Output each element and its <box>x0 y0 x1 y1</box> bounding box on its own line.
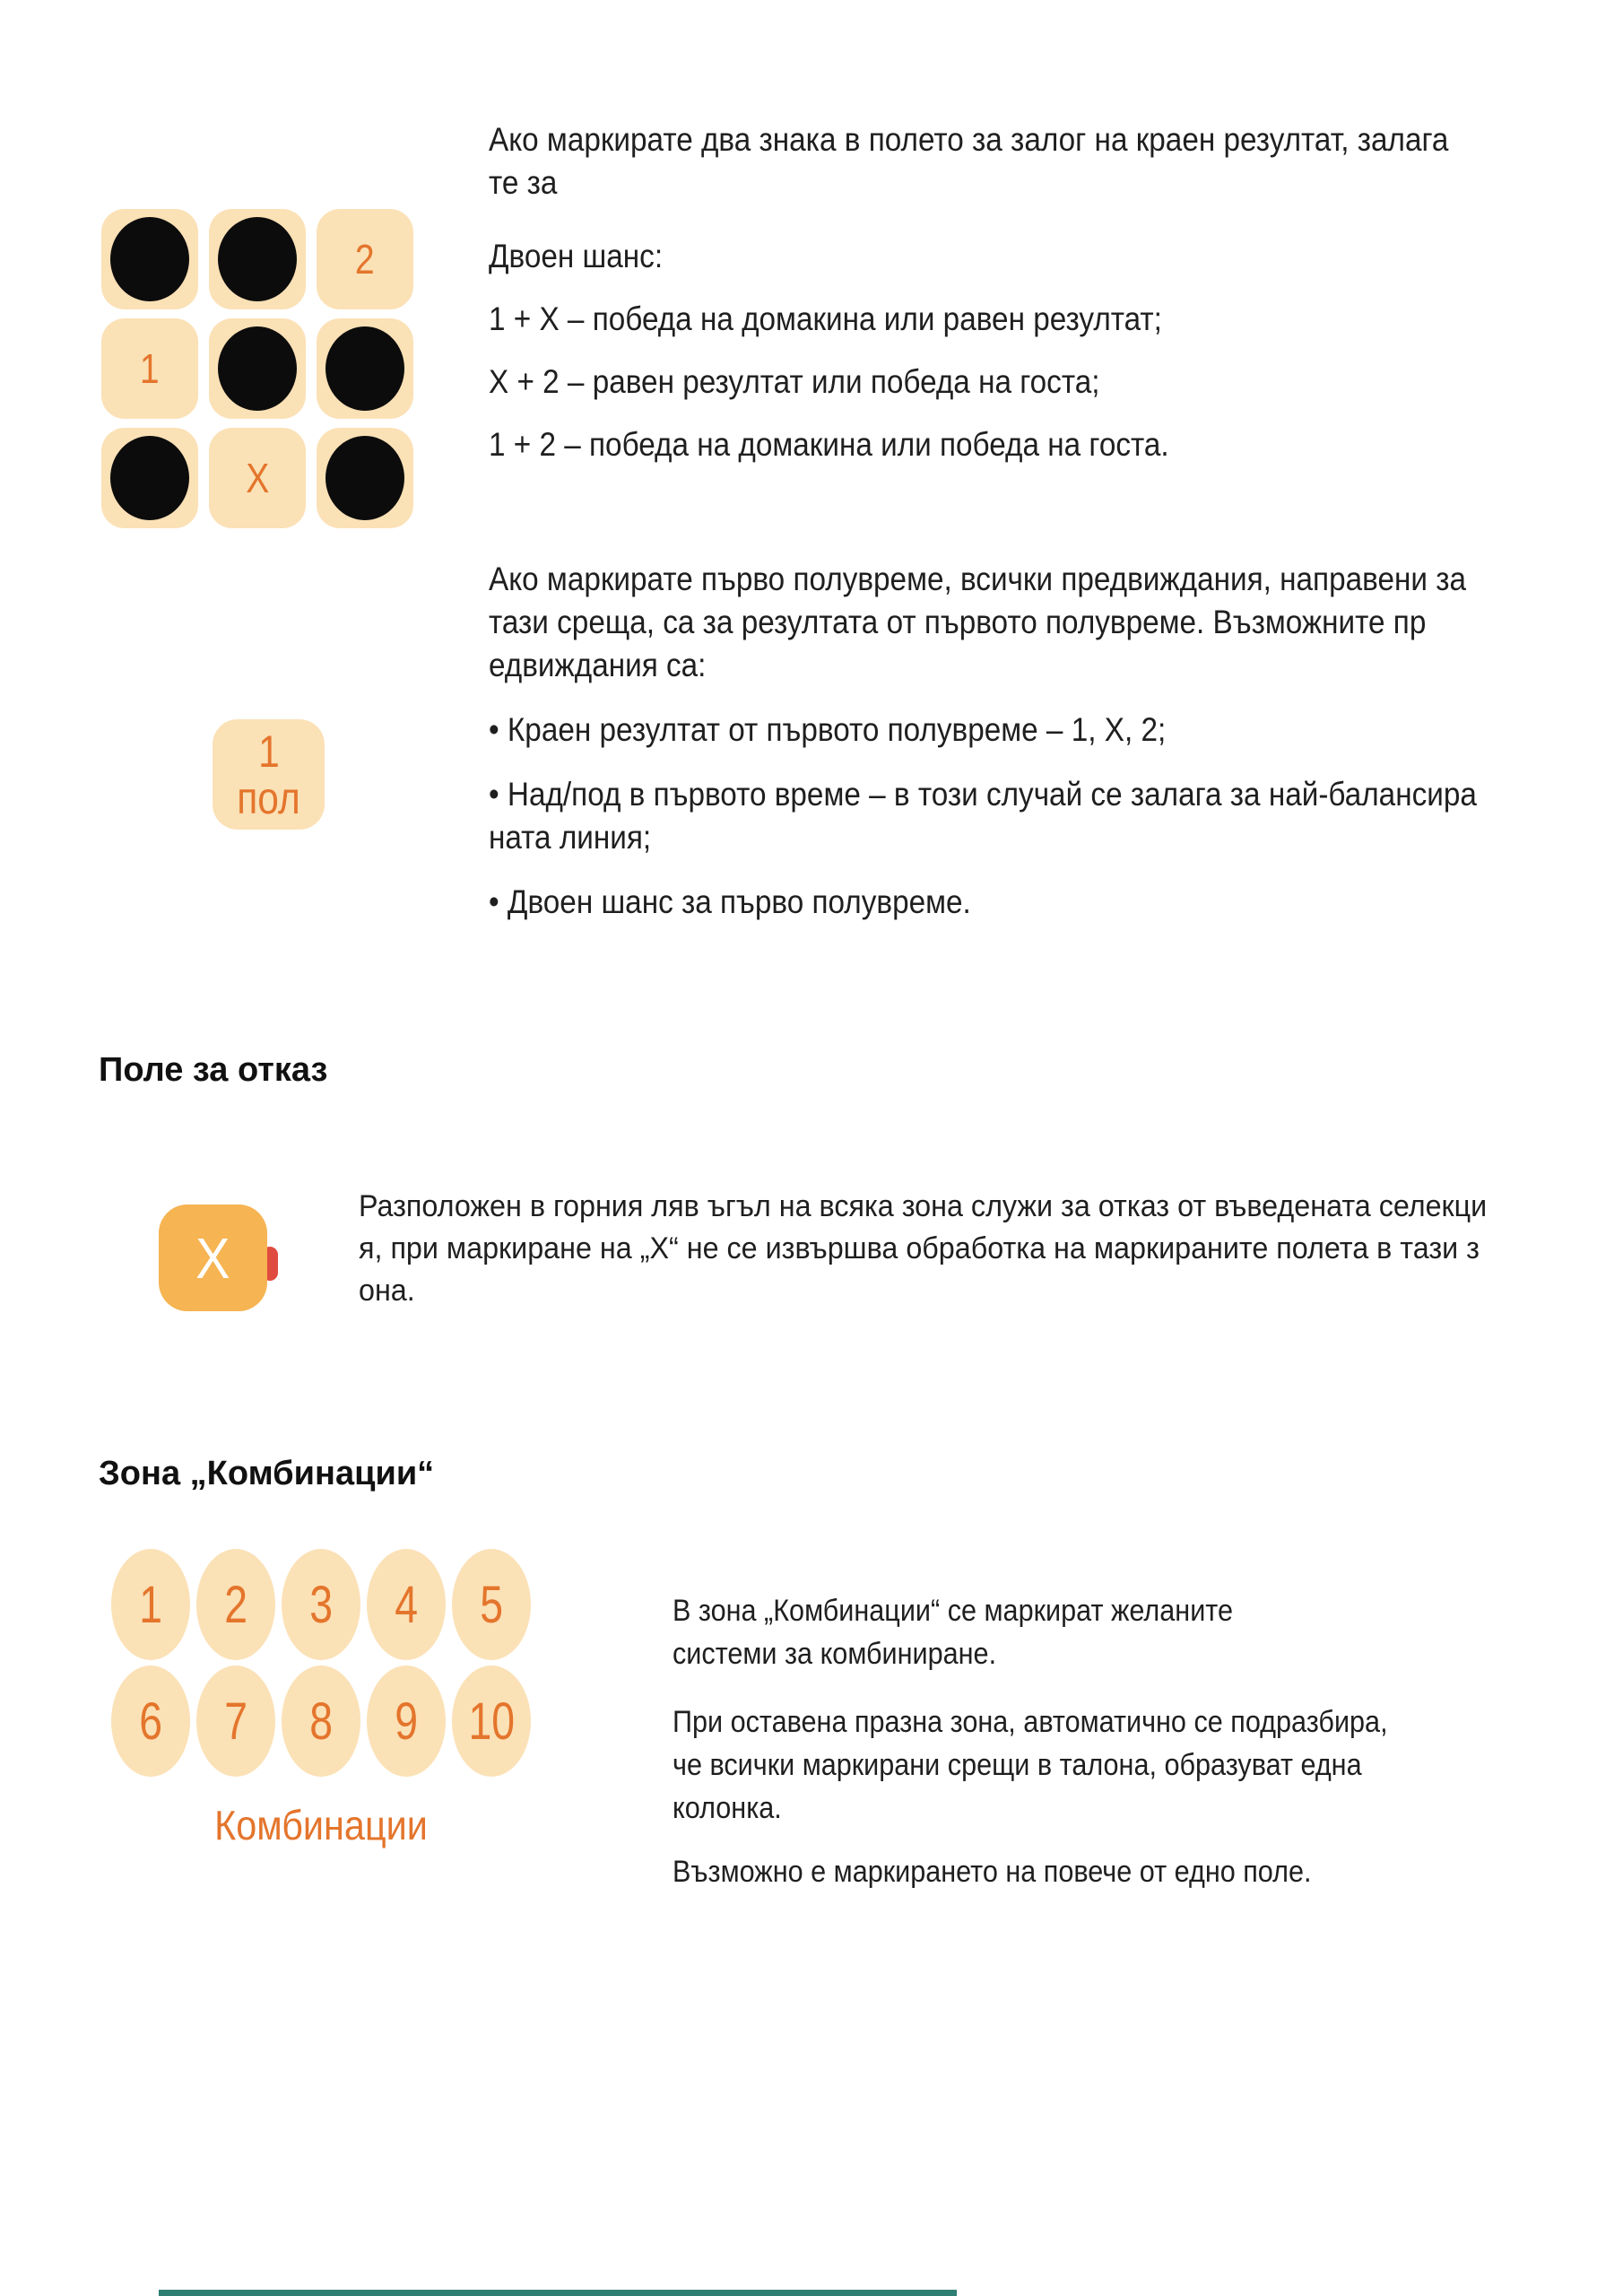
circle-number: 8 <box>309 1692 333 1751</box>
double-chance-title: Двоен шанс: <box>489 238 664 274</box>
bet-cell <box>209 318 306 419</box>
cancel-x-badge <box>159 1205 267 1311</box>
cancel-field-body <box>359 1186 1487 1312</box>
marked-dot <box>325 436 404 520</box>
text-line: • Над/под в първото време – в този случай се залага за най-балансира <box>489 776 1477 813</box>
circle-number: 2 <box>224 1575 247 1634</box>
cancel-field-heading: Поле за отказ <box>99 1051 328 1089</box>
text-line: те за <box>489 164 558 201</box>
text-line: системи за комбиниране. <box>673 1637 997 1671</box>
marked-dot <box>110 217 189 301</box>
double-chance-option-x2: X + 2 – равен резултат или победа на госта; <box>489 363 1100 400</box>
combination-circle-1 <box>111 1549 190 1660</box>
combinations-heading: Зона „Комбинации“ <box>99 1455 435 1492</box>
final-result-zone-illustration <box>101 209 413 528</box>
combination-circle-5 <box>452 1549 531 1660</box>
first-half-bullet-double-chance: • Двоен шанс за първо полувреме. <box>489 883 971 920</box>
marked-dot <box>218 326 297 411</box>
combinations-zone-label: Комбинации <box>214 1802 428 1848</box>
bet-cell-2 <box>317 209 413 309</box>
combination-circle-6 <box>111 1665 190 1777</box>
combination-circle-2 <box>196 1549 275 1660</box>
text-line: тази среща, са за резултата от първото полувреме. Възможните пр <box>489 604 1427 640</box>
first-half-bullet-result: • Краен резултат от първото полувреме – 1, X, 2; <box>489 711 1167 748</box>
bet-cell <box>209 209 306 309</box>
cell-label-1: 1 <box>140 345 160 392</box>
circle-number: 7 <box>224 1692 247 1751</box>
text-line: В зона „Комбинации“ се маркират желаните <box>673 1594 1233 1628</box>
circle-number: 4 <box>395 1575 418 1634</box>
double-chance-option-1x: 1 + X – победа на домакина или равен резултат; <box>489 300 1162 337</box>
cell-label-x: X <box>245 455 270 501</box>
bet-cell <box>101 209 198 309</box>
text-line: че всички маркирани срещи в талона, образуват една <box>673 1748 1362 1782</box>
circle-number: 3 <box>309 1575 333 1634</box>
final-result-intro <box>489 118 1448 204</box>
first-half-badge-number: 1 <box>257 726 280 777</box>
text-line: ната линия; <box>489 819 652 856</box>
combinations-paragraph-2 <box>673 1700 1388 1830</box>
combinations-paragraph-3: Възможно е маркирането на повече от едно поле. <box>673 1855 1312 1889</box>
circle-number: 5 <box>480 1575 503 1634</box>
text-line: Ако маркирате първо полувреме, всички предвиждания, направени за <box>489 561 1466 597</box>
text-line: едвиждания са: <box>489 647 707 683</box>
bet-cell <box>101 428 198 528</box>
first-half-badge-text: пол <box>237 772 300 823</box>
first-half-bullet-over-under <box>489 773 1477 859</box>
bottom-progress-bar <box>159 2290 957 2296</box>
combination-circle-8 <box>282 1665 360 1777</box>
circle-number: 9 <box>395 1692 418 1751</box>
bet-cell <box>317 318 413 419</box>
marked-dot <box>218 217 297 301</box>
text-line: При оставена празна зона, автоматично се подразбира, <box>673 1705 1388 1739</box>
combination-circle-7 <box>196 1665 275 1777</box>
first-half-intro <box>489 558 1466 687</box>
combination-circle-9 <box>367 1665 446 1777</box>
combination-circle-3 <box>282 1549 360 1660</box>
circle-number: 10 <box>468 1692 515 1751</box>
combination-circle-10 <box>452 1665 531 1777</box>
bet-cell-1 <box>101 318 198 419</box>
bet-cell-x <box>209 428 306 528</box>
circle-number: 1 <box>139 1575 162 1634</box>
text-line: я, при маркиране на „Х“ не се извършва обработка на маркираните полета в тази з <box>359 1231 1480 1265</box>
bet-cell <box>317 428 413 528</box>
cancel-x-glyph: X <box>195 1225 230 1291</box>
text-line: Ако маркирате два знака в полето за залог на краен резултат, залага <box>489 121 1449 158</box>
combination-circle-4 <box>367 1549 446 1660</box>
first-half-badge <box>213 719 325 830</box>
marked-dot <box>110 436 189 520</box>
text-line: колонка. <box>673 1791 782 1825</box>
double-chance-option-12: 1 + 2 – победа на домакина или победа на госта. <box>489 426 1169 463</box>
combinations-paragraph-1 <box>673 1589 1233 1675</box>
text-line: Разположен в горния ляв ъгъл на всяка зона служи за отказ от въведената селекци <box>359 1189 1488 1223</box>
circle-number: 6 <box>139 1692 162 1751</box>
marked-dot <box>325 326 404 411</box>
text-line: она. <box>359 1274 415 1308</box>
cell-label-2: 2 <box>355 236 375 283</box>
